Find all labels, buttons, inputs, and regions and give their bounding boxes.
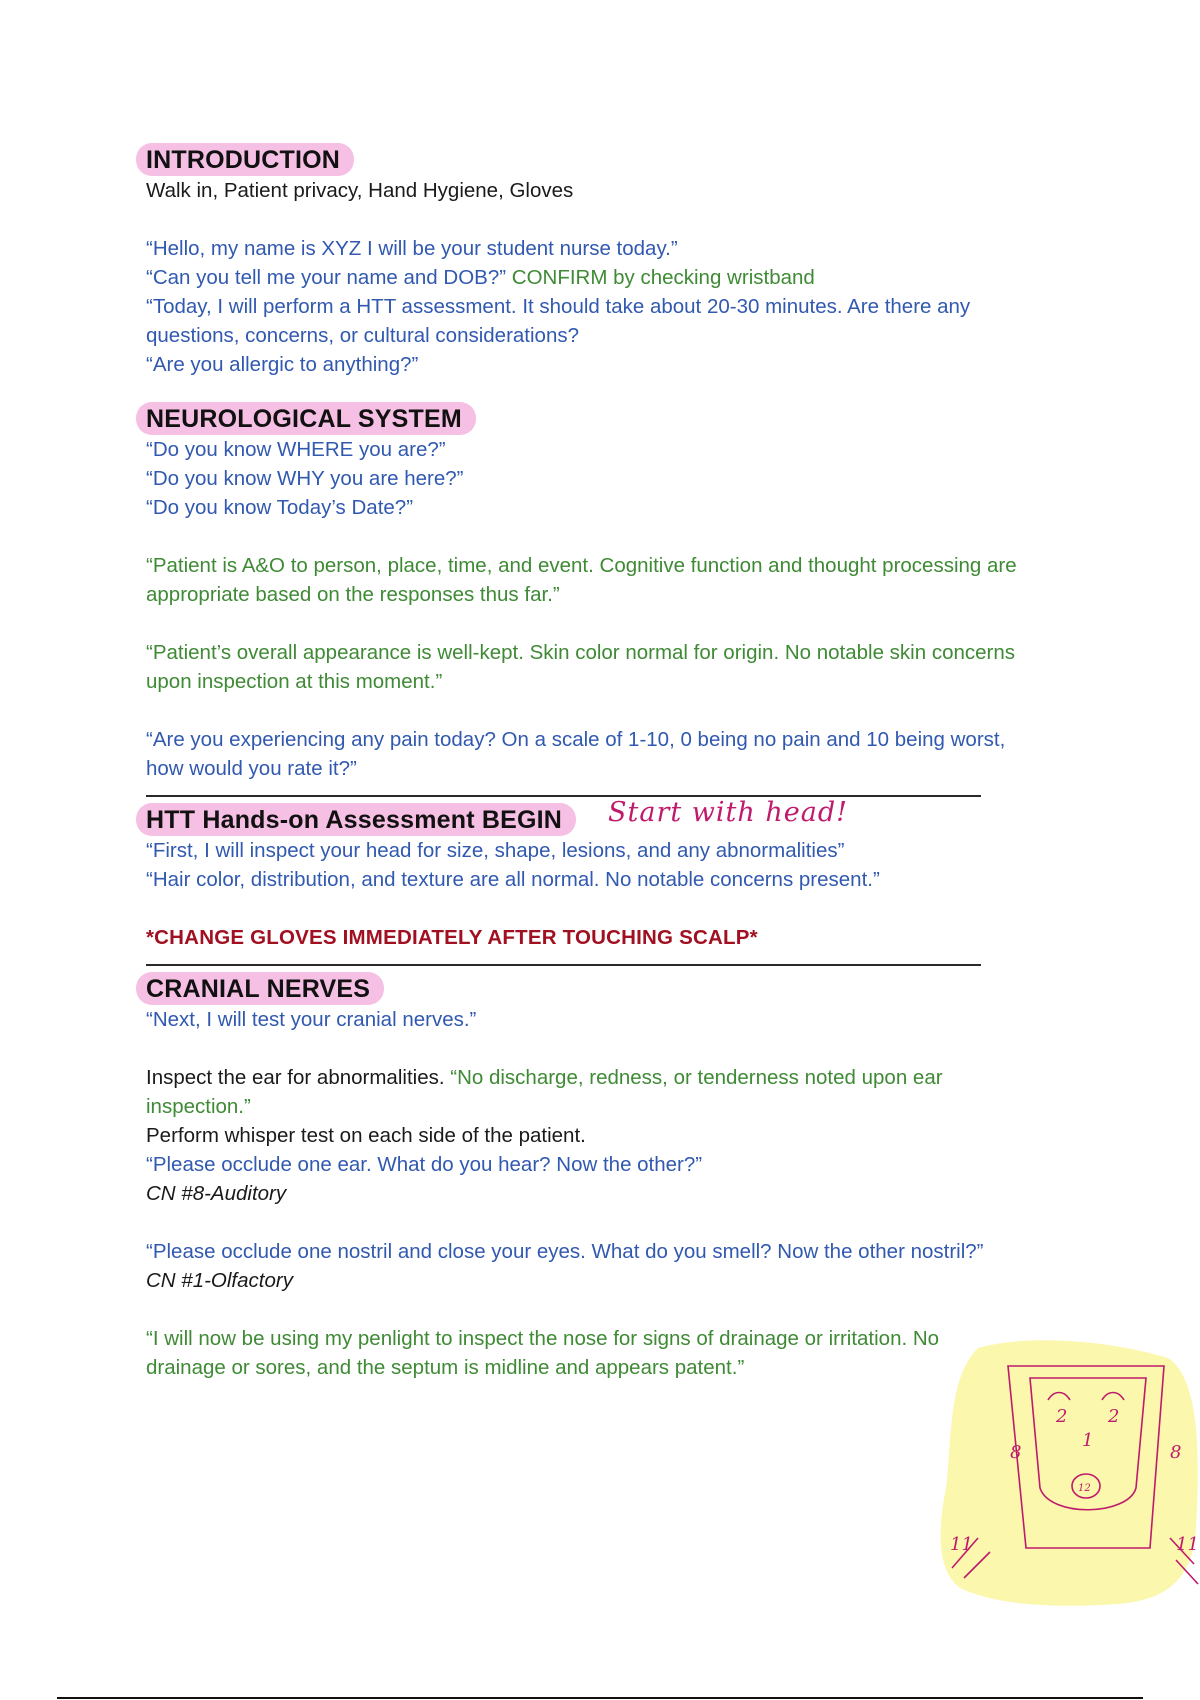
document-content (146, 143, 1106, 1382)
ear-inspection (146, 1063, 1106, 1092)
nose-inspection: “I will now be using my penlight to inspect the nose for signs of drainage or irritation. No (146, 1327, 940, 1350)
cranial-intro: “Next, I will test your cranial nerves.” (146, 1008, 477, 1031)
intro-identity-check (146, 263, 1106, 292)
intro-steps: Walk in, Patient privacy, Hand Hygiene, Gloves (146, 179, 574, 202)
section-heading-htt: HTT Hands-on Assessment BEGIN (136, 803, 576, 836)
handwritten-note: Start with head! (608, 797, 848, 828)
sketch-label-11-right: 11 (1176, 1534, 1199, 1555)
htt-inspect-head: “First, I will inspect your head for size, shape, lesions, and any abnormalities” (146, 839, 845, 862)
ear-inspection-finding: “No discharge, redness, or tenderness noted upon ear (450, 1066, 943, 1089)
sketch-label-1: 1 (1082, 1430, 1094, 1451)
sketch-label-8-left: 8 (1010, 1442, 1022, 1463)
neuro-pain-question: “Are you experiencing any pain today? On a scale of 1-10, 0 being no pain and 10 being worst, (146, 728, 1006, 751)
neuro-statement-orientation: “Patient is A&O to person, place, time, and event. Cognitive function and thought processing are (146, 554, 1017, 577)
smell-test-question: “Please occlude one nostril and close your eyes. What do you smell? Now the other nostril?” (146, 1240, 984, 1263)
neuro-question-date: “Do you know Today’s Date?” (146, 496, 414, 519)
htt-hair-statement: “Hair color, distribution, and texture are all normal. No notable concerns present.” (146, 868, 880, 891)
intro-assessment-line-2: questions, concerns, or cultural considerations? (146, 324, 580, 347)
sketch-label-11-left: 11 (950, 1534, 973, 1555)
cn8-label: CN #8-Auditory (146, 1182, 287, 1205)
neuro-question-where: “Do you know WHERE you are?” (146, 438, 446, 461)
section-heading-cranial-nerves: CRANIAL NERVES (136, 972, 384, 1005)
intro-identity-question: “Can you tell me your name and DOB?” (146, 266, 507, 289)
section-heading-neurological: NEUROLOGICAL SYSTEM (136, 402, 476, 435)
sketch-label-8-right: 8 (1170, 1442, 1182, 1463)
nose-inspection-2: drainage or sores, and the septum is midline and appears patent.” (146, 1356, 745, 1379)
sketch-label-2-left: 2 (1056, 1406, 1068, 1427)
glove-warning: *CHANGE GLOVES IMMEDIATELY AFTER TOUCHING SCALP* (146, 926, 758, 949)
section-heading-introduction: INTRODUCTION (136, 143, 354, 176)
neuro-question-why: “Do you know WHY you are here?” (146, 467, 464, 490)
neuro-statement-appearance-2: upon inspection at this moment.” (146, 670, 443, 693)
page-bottom-rule (57, 1697, 1143, 1699)
section-divider (146, 964, 981, 966)
neuro-statement-appearance: “Patient’s overall appearance is well-kept. Skin color normal for origin. No notable skin concerns (146, 641, 1016, 664)
sketch-label-12: 12 (1078, 1483, 1091, 1494)
intro-greeting: “Hello, my name is XYZ I will be your student nurse today.” (146, 237, 678, 260)
yellow-highlight (941, 1340, 1198, 1605)
sketch-label-2-right: 2 (1108, 1406, 1120, 1427)
intro-allergy-question: “Are you allergic to anything?” (146, 353, 419, 376)
handwritten-face-sketch (938, 1338, 1200, 1608)
neuro-statement-orientation-2: appropriate based on the responses thus far.” (146, 583, 560, 606)
neuro-pain-question-2: how would you rate it?” (146, 757, 357, 780)
ear-inspection-finding-2: inspection.” (146, 1095, 251, 1118)
intro-identity-confirm: CONFIRM by checking wristband (506, 266, 815, 289)
whisper-test-instruction: Perform whisper test on each side of the patient. (146, 1124, 586, 1147)
section-divider (146, 795, 981, 797)
intro-assessment-line: “Today, I will perform a HTT assessment. It should take about 20-30 minutes. Are there any (146, 295, 971, 318)
whisper-test-question: “Please occlude one ear. What do you hear? Now the other?” (146, 1153, 703, 1176)
ear-inspection-instruction: Inspect the ear for abnormalities. (146, 1066, 451, 1089)
cn1-label: CN #1-Olfactory (146, 1269, 293, 1292)
